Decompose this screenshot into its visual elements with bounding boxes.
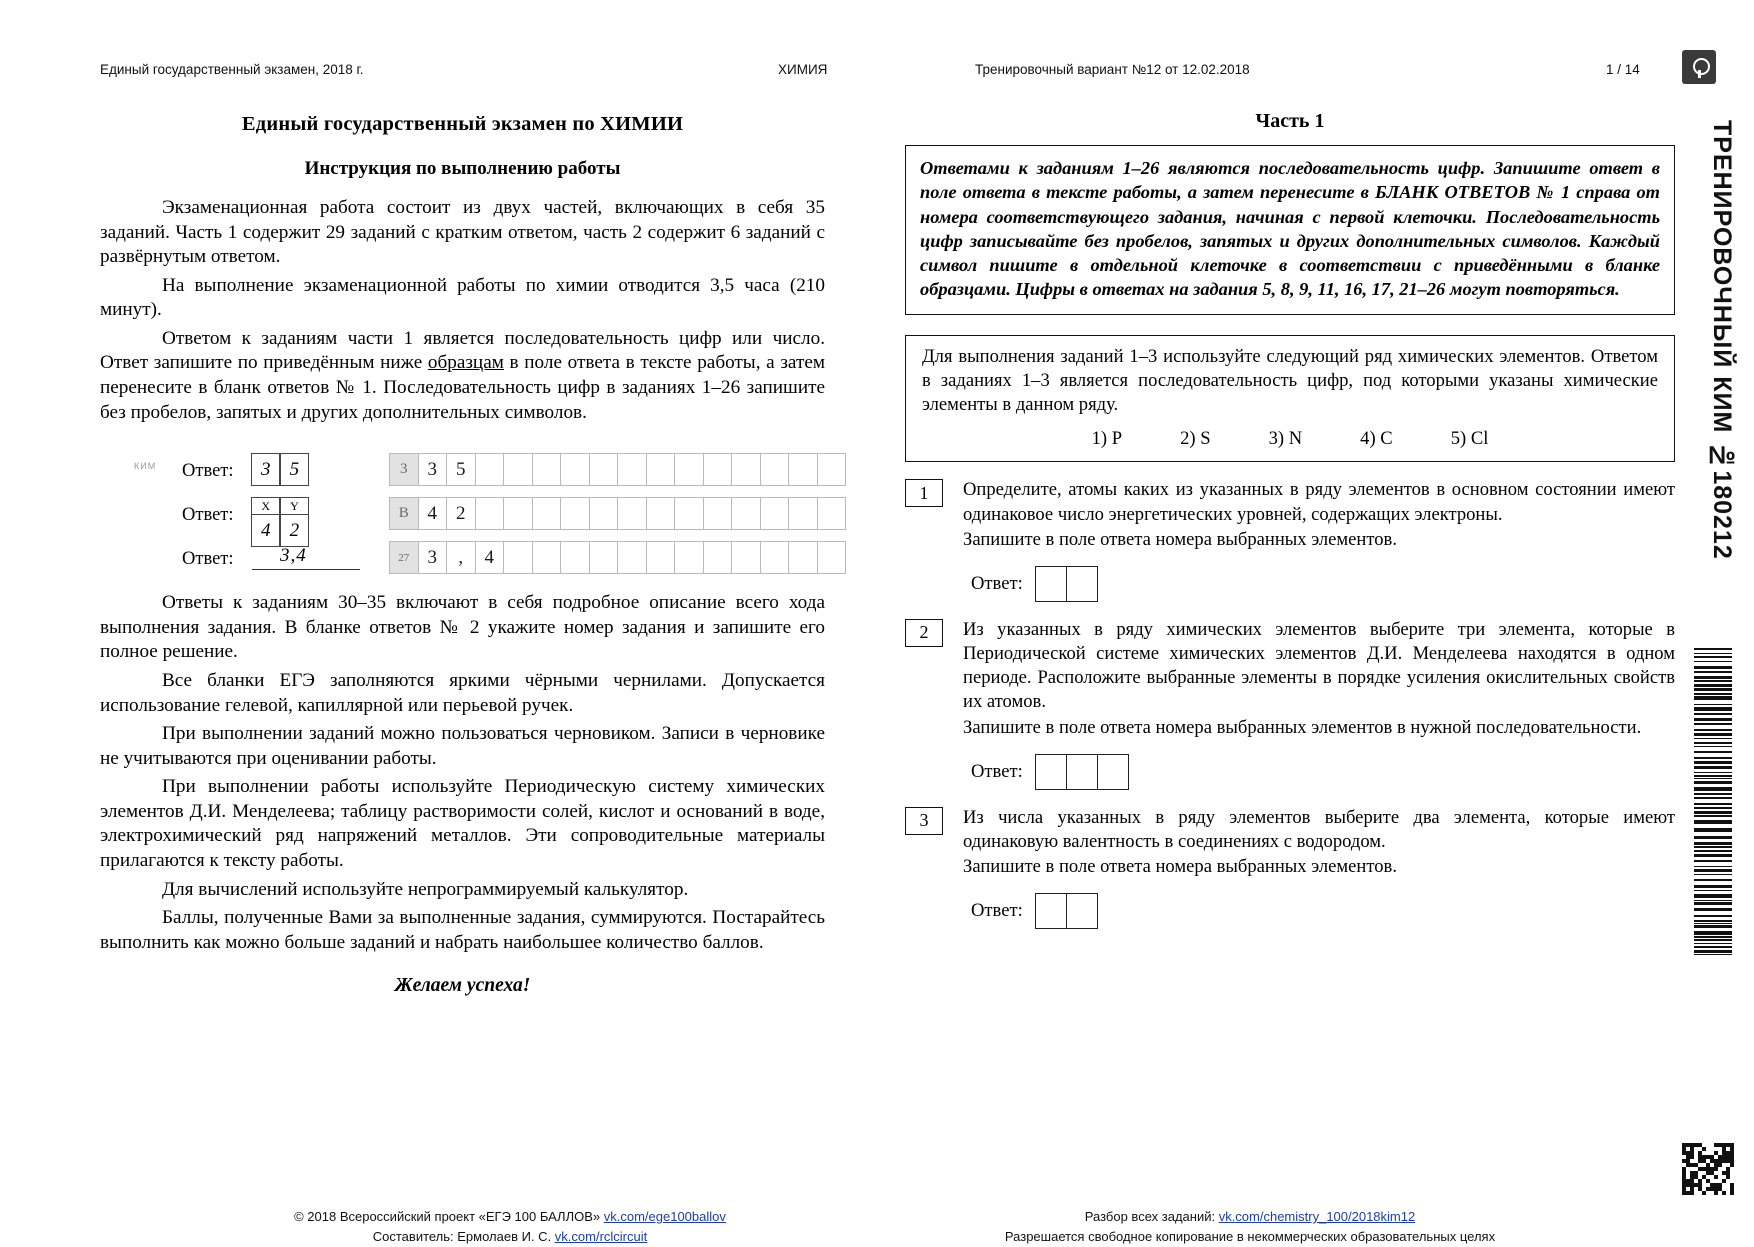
cell xyxy=(674,541,704,574)
left-column xyxy=(100,105,825,997)
cell: 3 xyxy=(418,453,448,486)
cell: 3 xyxy=(418,541,448,574)
cell xyxy=(646,453,676,486)
cell-pair xyxy=(252,497,281,547)
sample-row-3 xyxy=(100,541,825,575)
circle-logo-icon xyxy=(1682,50,1716,84)
answer-field-1[interactable] xyxy=(963,566,1675,602)
header-page-number: 1 / 14 xyxy=(1606,62,1640,77)
cell xyxy=(817,453,847,486)
cell xyxy=(503,497,533,530)
good-luck-text: Желаем успеха! xyxy=(394,975,531,997)
footer-copyright-text: © 2018 Всероссийский проект «ЕГЭ 100 БАЛЛОВ» xyxy=(294,1209,604,1224)
answer-cell[interactable] xyxy=(1035,893,1067,929)
cell xyxy=(760,541,790,574)
part-title: Часть 1 xyxy=(1255,110,1325,132)
answer-cell[interactable] xyxy=(1066,754,1098,790)
instruction-title: Инструкция по выполнению работы xyxy=(304,158,621,179)
cell-header: Y xyxy=(279,497,309,514)
task-number: 1 xyxy=(905,479,943,507)
cell: , xyxy=(446,541,476,574)
elements-row xyxy=(922,427,1658,451)
paragraph-1: Экзаменационная работа состоит из двух частей, включающих в себя 35 заданий. Часть 1 содержит 29 заданий с кратким ответом, часть 2 содержит 6 заданий с развёрнутым ответом. xyxy=(100,197,825,268)
cell xyxy=(503,541,533,574)
cell xyxy=(731,497,761,530)
element-item: 1) P xyxy=(1091,428,1123,450)
cell xyxy=(589,497,619,530)
cell xyxy=(703,541,733,574)
footer-copyright xyxy=(250,1207,770,1227)
task-1 xyxy=(905,478,1675,602)
sample-kim-cells-2 xyxy=(252,497,309,547)
sample-row-1 xyxy=(100,453,825,487)
part1-instruction-box: Ответами к заданиям 1–26 являются последовательность цифр. Запишите ответ в поле ответа в тексте работы, а затем перенесите в БЛАНК ОТВЕТОВ № 1 справа от номера соответствующего задания, начиная с первой клеточки. Последовательность цифр записывайте без пробелов, запятых и других дополнительных символов. Каждый символ пишите в отдельной клеточке в соответствии с приведёнными в бланке образцами. Цифры в ответах на задания 5, 8, 9, 11, 16, 17, 21–26 могут повторяться. xyxy=(905,145,1675,315)
task-text: Из указанных в ряду химических элементов выберите три элемента, которые в Периодической системе химических элементов Д.И. Менделеева находятся в одном периоде. Расположите выбранные элементы в порядке усиления окислительных свойств их атомов. xyxy=(963,618,1675,713)
cell: 5 xyxy=(279,453,309,486)
cell xyxy=(532,453,562,486)
cell: 3 xyxy=(251,453,281,486)
cell xyxy=(817,541,847,574)
sample-answer-label-1: Ответ: xyxy=(182,461,234,482)
cell xyxy=(532,541,562,574)
footer-solutions-text: Разбор всех заданий: xyxy=(1084,1209,1219,1224)
answer-boxes[interactable] xyxy=(1037,754,1129,790)
cell-lead: B xyxy=(389,497,419,530)
answer-label: Ответ: xyxy=(971,900,1023,922)
paragraph-4: Ответы к заданиям 30–35 включают в себя подробное описание всего хода выполнения задания. В бланке ответов № 2 укажите номер задания и запишите его полное решение. xyxy=(100,592,825,663)
cell xyxy=(817,497,847,530)
cell xyxy=(731,453,761,486)
cell: 4 xyxy=(251,514,281,547)
paragraph-6: При выполнении заданий можно пользоваться черновиком. Записи в черновике не учитываются при оценивании работы. xyxy=(100,723,825,769)
cell xyxy=(475,453,505,486)
sample-handwritten-answer: 3,4 xyxy=(280,545,307,567)
cell xyxy=(788,497,818,530)
task-text: Определите, атомы каких из указанных в ряду элементов в основном состоянии имеют одинаковое число энергетических уровней, содержащих электроны. xyxy=(963,479,1675,525)
sample-kim-cells-1 xyxy=(252,453,309,486)
task-2 xyxy=(905,618,1675,790)
cell xyxy=(760,497,790,530)
cell: 2 xyxy=(446,497,476,530)
cell: 4 xyxy=(418,497,448,530)
element-item: 5) Cl xyxy=(1450,428,1489,450)
footer-solutions xyxy=(900,1207,1600,1227)
element-item: 4) C xyxy=(1360,428,1393,450)
cell: 5 xyxy=(446,453,476,486)
task-number: 3 xyxy=(905,807,943,835)
cell xyxy=(560,497,590,530)
cell xyxy=(674,497,704,530)
header-subject: ХИМИЯ xyxy=(778,62,828,77)
cell xyxy=(731,541,761,574)
task-text: Запишите в поле ответа номера выбранных элементов в нужной последовательности. xyxy=(963,716,1642,738)
cell-lead: 27 xyxy=(389,541,419,574)
vertical-kim-title: ТРЕНИРОВОЧНЫЙ КИМ №180212 xyxy=(1708,120,1736,560)
qr-code-icon xyxy=(1682,1143,1734,1195)
task-text: Из числа указанных в ряду элементов выберите два элемента, которые имеют одинаковую валентность в соединениях с водородом. xyxy=(963,806,1675,852)
paragraph-3-underlined: образцам xyxy=(427,352,504,374)
elements-intro: Для выполнения заданий 1–3 используйте следующий ряд химических элементов. Ответом в заданиях 1–3 является последовательность цифр, под которыми указаны химические элементы в данном ряду. xyxy=(922,345,1658,416)
element-item: 2) S xyxy=(1180,428,1211,450)
answer-boxes[interactable] xyxy=(1037,566,1098,602)
cell xyxy=(617,541,647,574)
cell: 2 xyxy=(279,514,309,547)
cell xyxy=(703,497,733,530)
cell xyxy=(674,453,704,486)
answer-boxes[interactable] xyxy=(1037,893,1098,929)
cell xyxy=(589,541,619,574)
sample-blank-cells-3 xyxy=(390,541,846,574)
answer-label: Ответ: xyxy=(971,760,1023,782)
sample-blank-cells-2 xyxy=(390,497,846,530)
answer-field-3[interactable] xyxy=(963,893,1675,929)
sample-row-2 xyxy=(100,497,825,541)
answer-cell[interactable] xyxy=(1035,754,1067,790)
footer-link-ege100ballov[interactable]: vk.com/ege100ballov xyxy=(603,1209,726,1224)
task-number: 2 xyxy=(905,619,943,647)
cell xyxy=(788,453,818,486)
cell xyxy=(560,453,590,486)
header-exam-name: Единый государственный экзамен, 2018 г. xyxy=(100,62,364,77)
cell xyxy=(589,453,619,486)
cell: 4 xyxy=(475,541,505,574)
answer-samples xyxy=(100,445,825,575)
footer-author xyxy=(250,1227,770,1247)
cell xyxy=(646,541,676,574)
cell xyxy=(760,453,790,486)
cell xyxy=(646,497,676,530)
element-item: 3) N xyxy=(1268,428,1303,450)
answer-cell[interactable] xyxy=(1066,893,1098,929)
right-column xyxy=(905,105,1675,929)
answer-cell[interactable] xyxy=(1097,754,1129,790)
page-title: Единый государственный экзамен по ХИМИИ xyxy=(241,113,684,135)
footer-link-solutions[interactable]: vk.com/chemistry_100/2018kim12 xyxy=(1218,1209,1416,1224)
sample-answer-label-3: Ответ: xyxy=(182,549,234,570)
cell xyxy=(617,497,647,530)
elements-box xyxy=(905,335,1675,463)
sample-answer-label-2: Ответ: xyxy=(182,505,234,526)
paragraph-3-b: в поле ответа в тексте работы, а затем перенесите в бланк ответов № 1. Последовательность цифр в заданиях 1–26 запишите без пробелов, запятых и других дополнительных символов. xyxy=(100,352,825,423)
answer-cell[interactable] xyxy=(1035,566,1067,602)
task-text: Запишите в поле ответа номера выбранных элементов. xyxy=(963,856,1397,878)
cell xyxy=(503,453,533,486)
cell xyxy=(532,497,562,530)
footer-link-rclcircuit[interactable]: vk.com/rclcircuit xyxy=(554,1229,648,1245)
paragraph-3-a: Ответом к заданиям части 1 является последовательность цифр или число. Ответ запишите по приведённым ниже xyxy=(100,327,825,374)
cell-pair xyxy=(281,497,310,547)
footer-right xyxy=(900,1207,1600,1247)
kim-tag: КИМ xyxy=(134,461,157,472)
paragraph-2: На выполнение экзаменационной работы по химии отводится 3,5 часа (210 минут). xyxy=(100,274,825,321)
answer-field-2[interactable] xyxy=(963,754,1675,790)
barcode-icon xyxy=(1694,648,1732,958)
sample-answer-underline xyxy=(252,569,360,570)
task-text: Запишите в поле ответа номера выбранных элементов. xyxy=(963,528,1397,550)
paragraph-7: При выполнении работы используйте Периодическую систему химических элементов Д.И. Менделеева; таблицу растворимости солей, кислот и оснований в воде, электрохимический ряд напряжений металлов. Эти сопроводительные материалы прилагаются к тексту работы. xyxy=(100,776,825,871)
cell xyxy=(560,541,590,574)
paragraph-9: Баллы, полученные Вами за выполненные задания, суммируются. Постарайтесь выполнить как можно больше заданий и набрать наибольшее количество баллов. xyxy=(100,907,825,953)
footer-left xyxy=(250,1207,770,1247)
paragraph-3 xyxy=(100,327,825,425)
cell xyxy=(788,541,818,574)
answer-cell[interactable] xyxy=(1066,566,1098,602)
task-3 xyxy=(905,806,1675,930)
paragraph-5: Все бланки ЕГЭ заполняются яркими чёрными чернилами. Допускается использование гелевой, капиллярной или перьевой ручек. xyxy=(100,669,825,716)
sample-blank-cells-1 xyxy=(390,453,846,486)
cell xyxy=(703,453,733,486)
answer-label: Ответ: xyxy=(971,572,1023,594)
footer-author-text: Составитель: Ермолаев И. С. xyxy=(372,1229,555,1245)
cell-lead: 3 xyxy=(389,453,419,486)
cell-header: X xyxy=(251,497,281,514)
footer-license: Разрешается свободное копирование в некоммерческих образовательных целях xyxy=(1004,1229,1496,1245)
cell xyxy=(617,453,647,486)
header-variant: Тренировочный вариант №12 от 12.02.2018 xyxy=(975,62,1250,77)
cell xyxy=(475,497,505,530)
paragraph-8: Для вычислений используйте непрограммируемый калькулятор. xyxy=(162,878,689,900)
